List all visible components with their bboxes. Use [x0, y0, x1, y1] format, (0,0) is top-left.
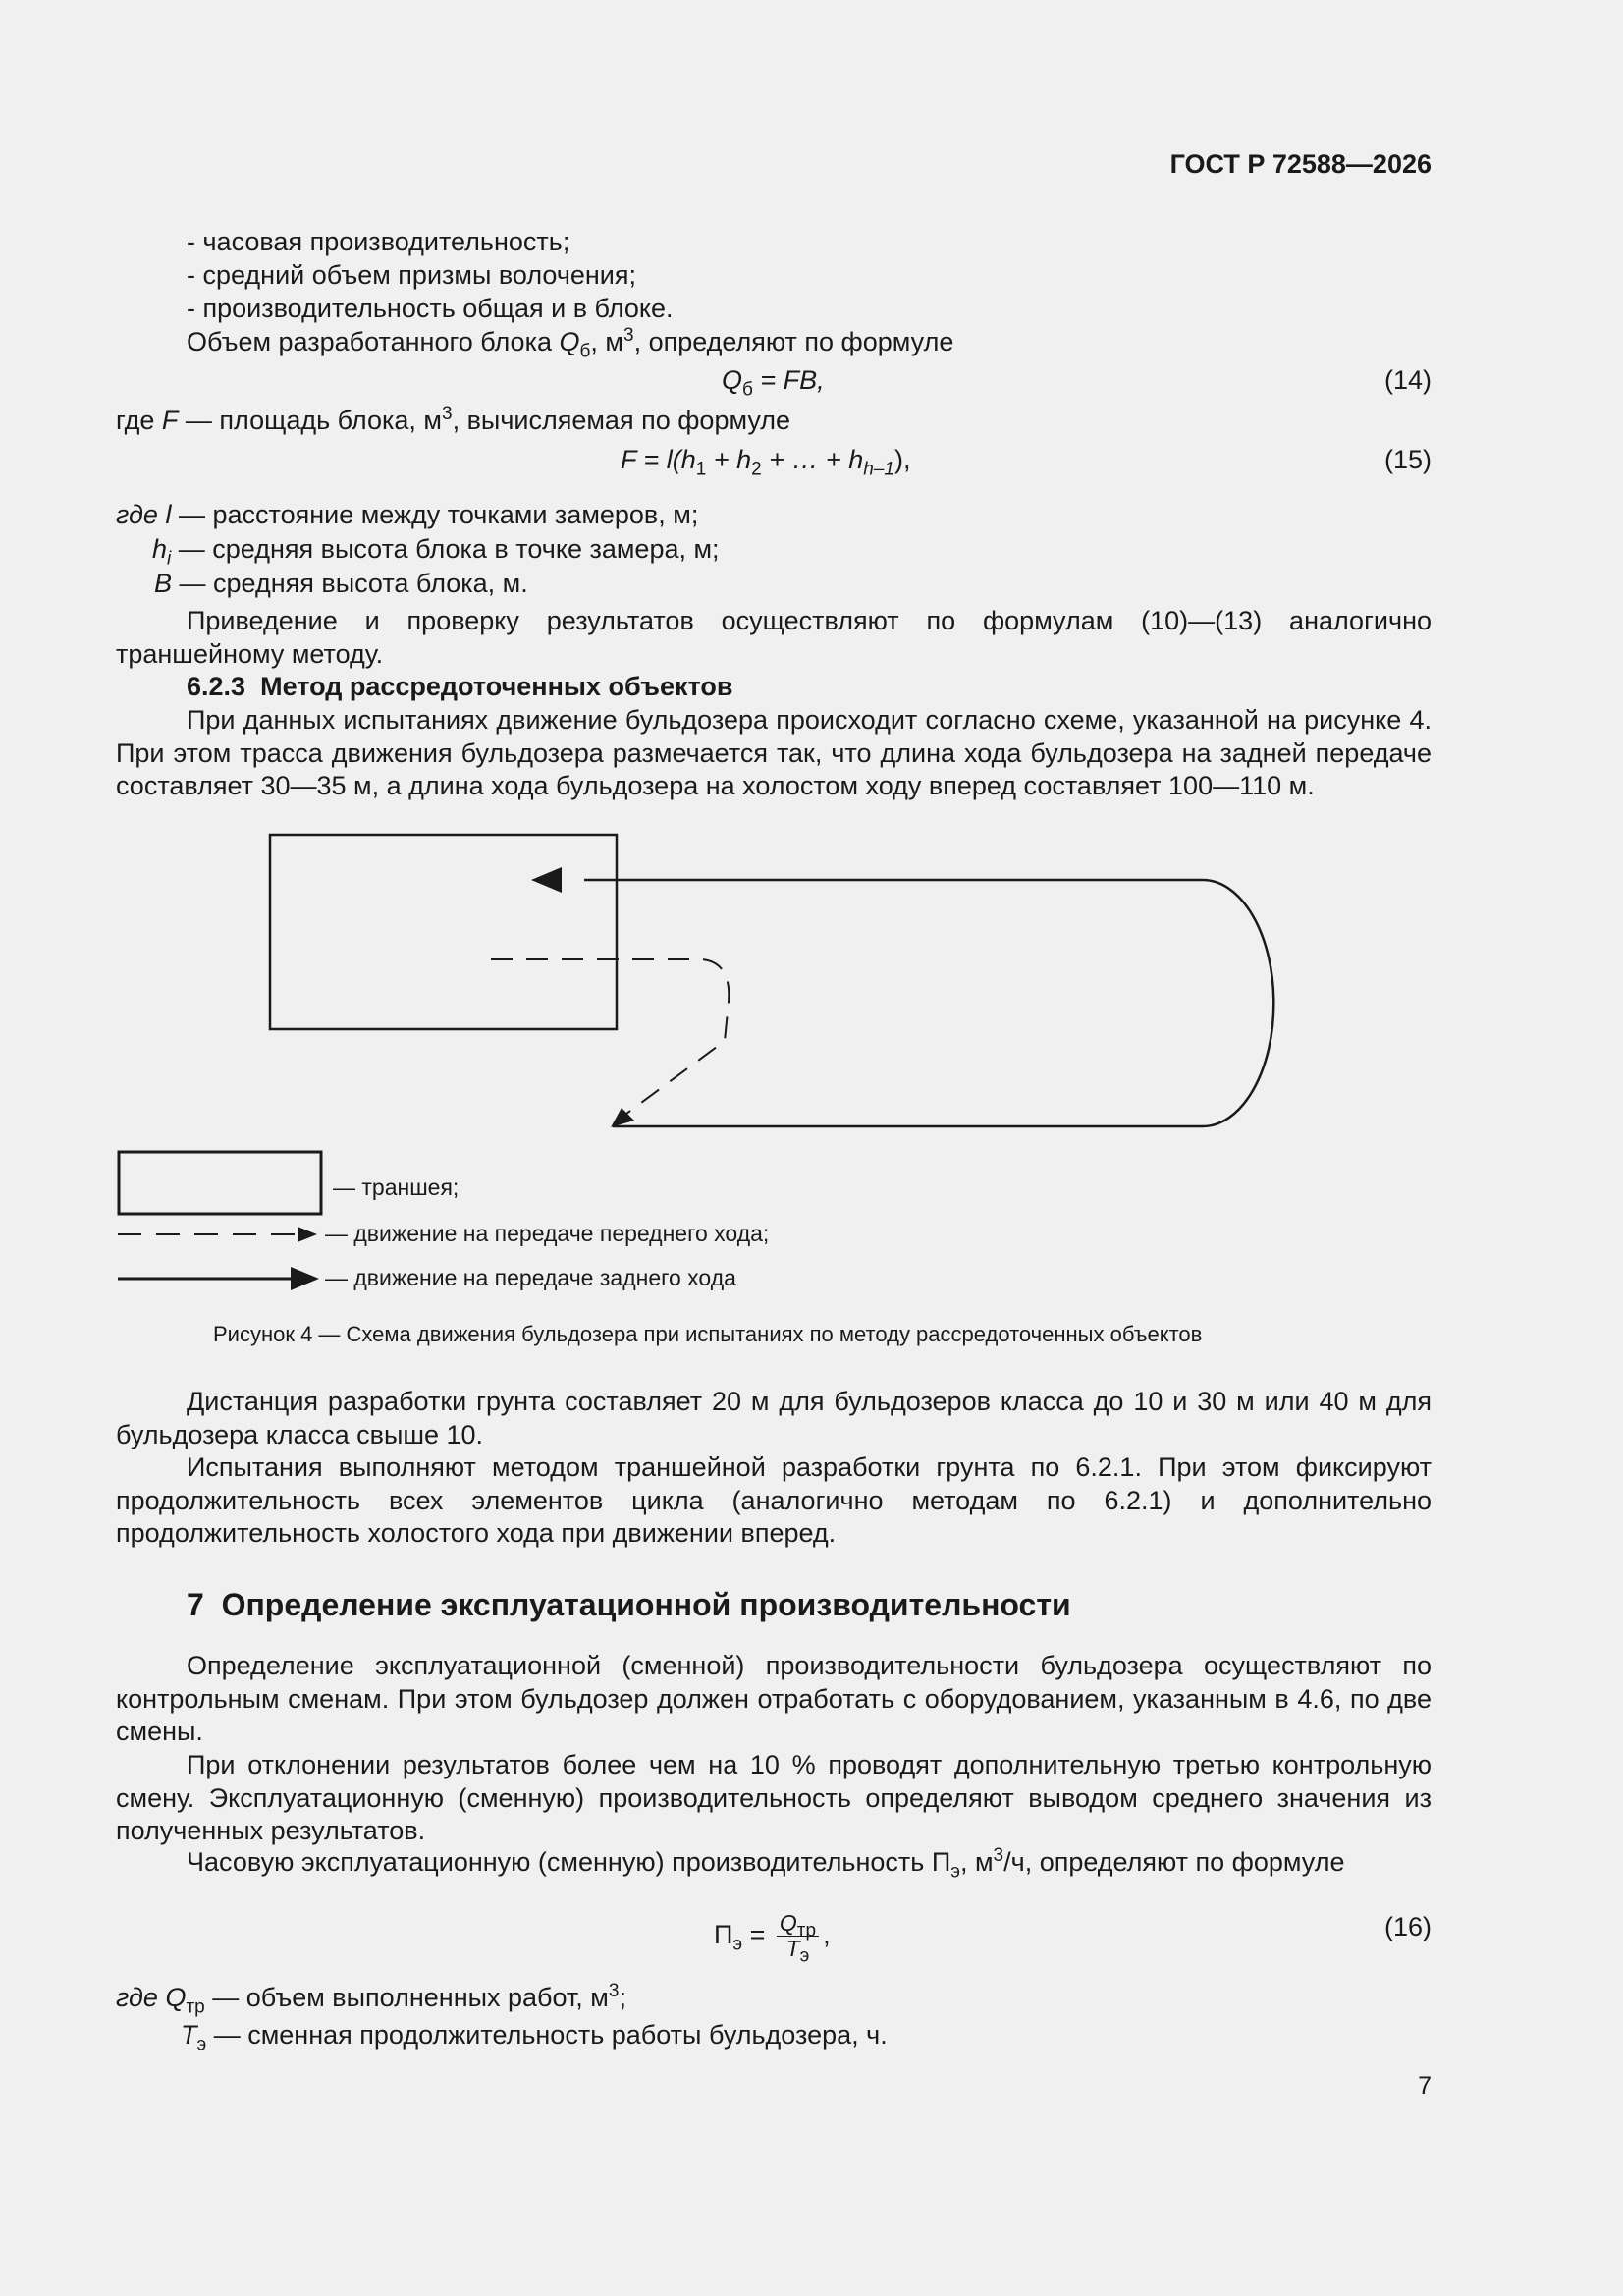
definition-B: B — средняя высота блока, м. — [154, 569, 528, 598]
formula-14-number: (14) — [1383, 365, 1432, 395]
definition-Q: где $Q_{тр}$ — объем выполненных работ, $м^3$; — [116, 1981, 626, 2018]
paragraph-7-3: Часовую эксплуатационную (сменную) производительность $П_э$, $м^3/ч$, определяют по формуле — [187, 1845, 1345, 1883]
standard-header: ГОСТ Р 72588—2026 — [1169, 149, 1432, 179]
legend-reverse-arrowhead — [291, 1267, 319, 1290]
definition-T: $T_э$ — сменная продолжительность работы бульдозера, ч. — [181, 2020, 888, 2055]
paragraph-block-volume: Объем разработанного блока $Q_б$, $м^3$, определяют по формуле — [187, 325, 954, 362]
page-number: 7 — [1418, 2072, 1432, 2100]
bullet-item: - средний объем призмы волочения; — [187, 260, 637, 290]
reverse-path-line — [584, 880, 1273, 1126]
paragraph-7-2: При отклонении результатов более чем на 10 % проводят дополнительную третью контрольную смену. Эксплуатационную (сменную) производительность определяют выводом среднего значения из полученных результатов. — [116, 1750, 1432, 1845]
bullet-item: - часовая производительность; — [187, 227, 570, 256]
reverse-arrowhead — [531, 867, 562, 893]
legend-trench-label: — траншея; — [333, 1175, 460, 1200]
formula-16: $П_э$ = $\frac{Q_{тр}}{T_э}$ , — [714, 1910, 831, 1967]
paragraph-7-1: Определение эксплуатационной (сменной) производительности бульдозера осуществляют по контрольным сменам. При этом бульдозер должен отработать с оборудованием, указанным в 4.6, по две смены. — [116, 1651, 1432, 1746]
bullet-item: - производительность общая и в блоке. — [187, 294, 674, 323]
figure-caption: Рисунок 4 — Схема движения бульдозера при испытаниях по методу рассредоточенных объектов — [213, 1322, 1203, 1346]
forward-path-line — [491, 959, 729, 1120]
formula-15: $F = l(h_1 + h_2$ + … + $h_{h-1}$), — [621, 445, 911, 480]
formula-14: $Q_б$ = FB, — [722, 365, 825, 401]
legend-forward-label: — движение на передаче переднего хода; — [325, 1221, 770, 1246]
section-7-heading: 7 Определение эксплуатационной производительности — [187, 1587, 1071, 1622]
definition-h: $h_i$ — средняя высота блока в точке замера, м; — [152, 534, 720, 570]
paragraph-reduction: Приведение и проверку результатов осуществляют по формулам (10)—(13) аналогично траншейному методу. — [116, 606, 1432, 669]
legend-reverse-label: — движение на передаче заднего хода — [325, 1265, 736, 1290]
trench-rectangle — [270, 835, 617, 1029]
where-F-line: где F — площадь блока, $м^3$, вычисляемая по формуле — [116, 404, 790, 435]
paragraph-distance: Дистанция разработки грунта составляет 20 м для бульдозеров класса до 10 и 30 м или 40 м для бульдозера класса свыше 10. — [116, 1387, 1432, 1449]
legend-trench-symbol — [119, 1152, 321, 1214]
paragraph-tests: Испытания выполняют методом траншейной разработки грунта по 6.2.1. При этом фиксируют продолжительность всех элементов цикла (аналогично методам по 6.2.1) и дополнительно продолжительность холостого хода при движении вперед. — [116, 1452, 1432, 1548]
definition-l: где l — расстояние между точками замеров, м; — [116, 500, 699, 529]
section-6-2-3-heading: 6.2.3 Метод рассредоточенных объектов — [187, 672, 733, 701]
legend-forward-arrowhead — [298, 1227, 317, 1242]
formula-15-number: (15) — [1383, 445, 1432, 474]
paragraph-6-2-3: При данных испытаниях движение бульдозера происходит согласно схеме, указанной на рисунке 4. При этом трасса движения бульдозера размечается так, что длина хода бульдозера на задней передаче составляет 30—35 м, а длина хода бульдозера на холостом ходу вперед составляет 100—110 м. — [116, 705, 1432, 800]
forward-arrowhead — [611, 1108, 634, 1127]
formula-16-number: (16) — [1383, 1912, 1432, 1941]
formula-16-fraction: $\frac{Q_{тр}}{T_э}$ — [777, 1911, 819, 1961]
